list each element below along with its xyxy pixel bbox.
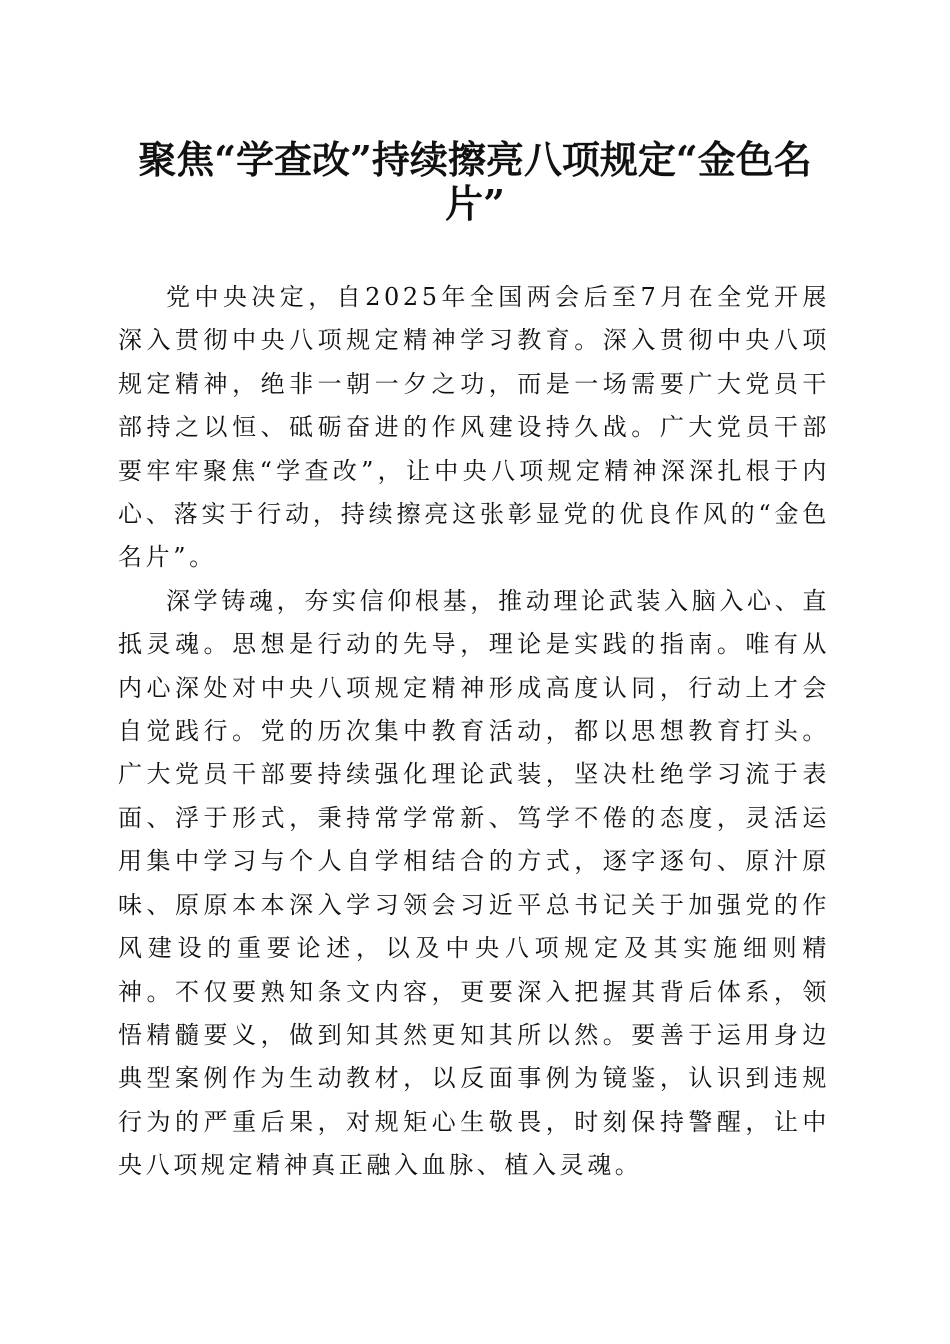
paragraph-deep-study: 深学铸魂，夯实信仰根基，推动理论武装入脑入心、直抵灵魂。思想是行动的先导，理论是实践的指南。唯有从内心深处对中央八项规定精神形成高度认同，行动上才会自觉践行。党的历次集中教育活动，都以思想教育打头。广大党员干部要持续强化理论武装，坚决杜绝学习流于表面、浮于形式，秉持常学常新、笃学不倦的态度，灵活运用集中学习与个人自学相结合的方式，逐字逐句、原汁原味、原原本本深入学习领会习近平总书记关于加强党的作风建设的重要论述，以及中央八项规定及其实施细则精神。不仅要熟知条文内容，更要深入把握其背后体系，领悟精髓要义，做到知其然更知其所以然。要善于运用身边典型案例作为生动教材，以反面事例为镜鉴，认识到违规行为的严重后果，对规矩心生敬畏，时刻保持警醒，让中央八项规定精神真正融入血脉、植入灵魂。	[118, 586, 830, 1180]
paragraph-intro: 党中央决定，自2025年全国两会后至7月在全党开展深入贯彻中央八项规定精神学习教育。深入贯彻中央八项规定精神，绝非一朝一夕之功，而是一场需要广大党员干部持之以恒、砥砺奋进的作风建设持久战。广大党员干部要牢牢聚焦“学查改”，让中央八项规定精神深深扎根于内心、落实于行动，持续擦亮这张彰显党的优良作风的“金色名片”。	[118, 283, 830, 572]
document-title: 聚焦“学查改”持续擦亮八项规定“金色名片”	[138, 137, 812, 226]
document-body	[118, 276, 830, 1188]
